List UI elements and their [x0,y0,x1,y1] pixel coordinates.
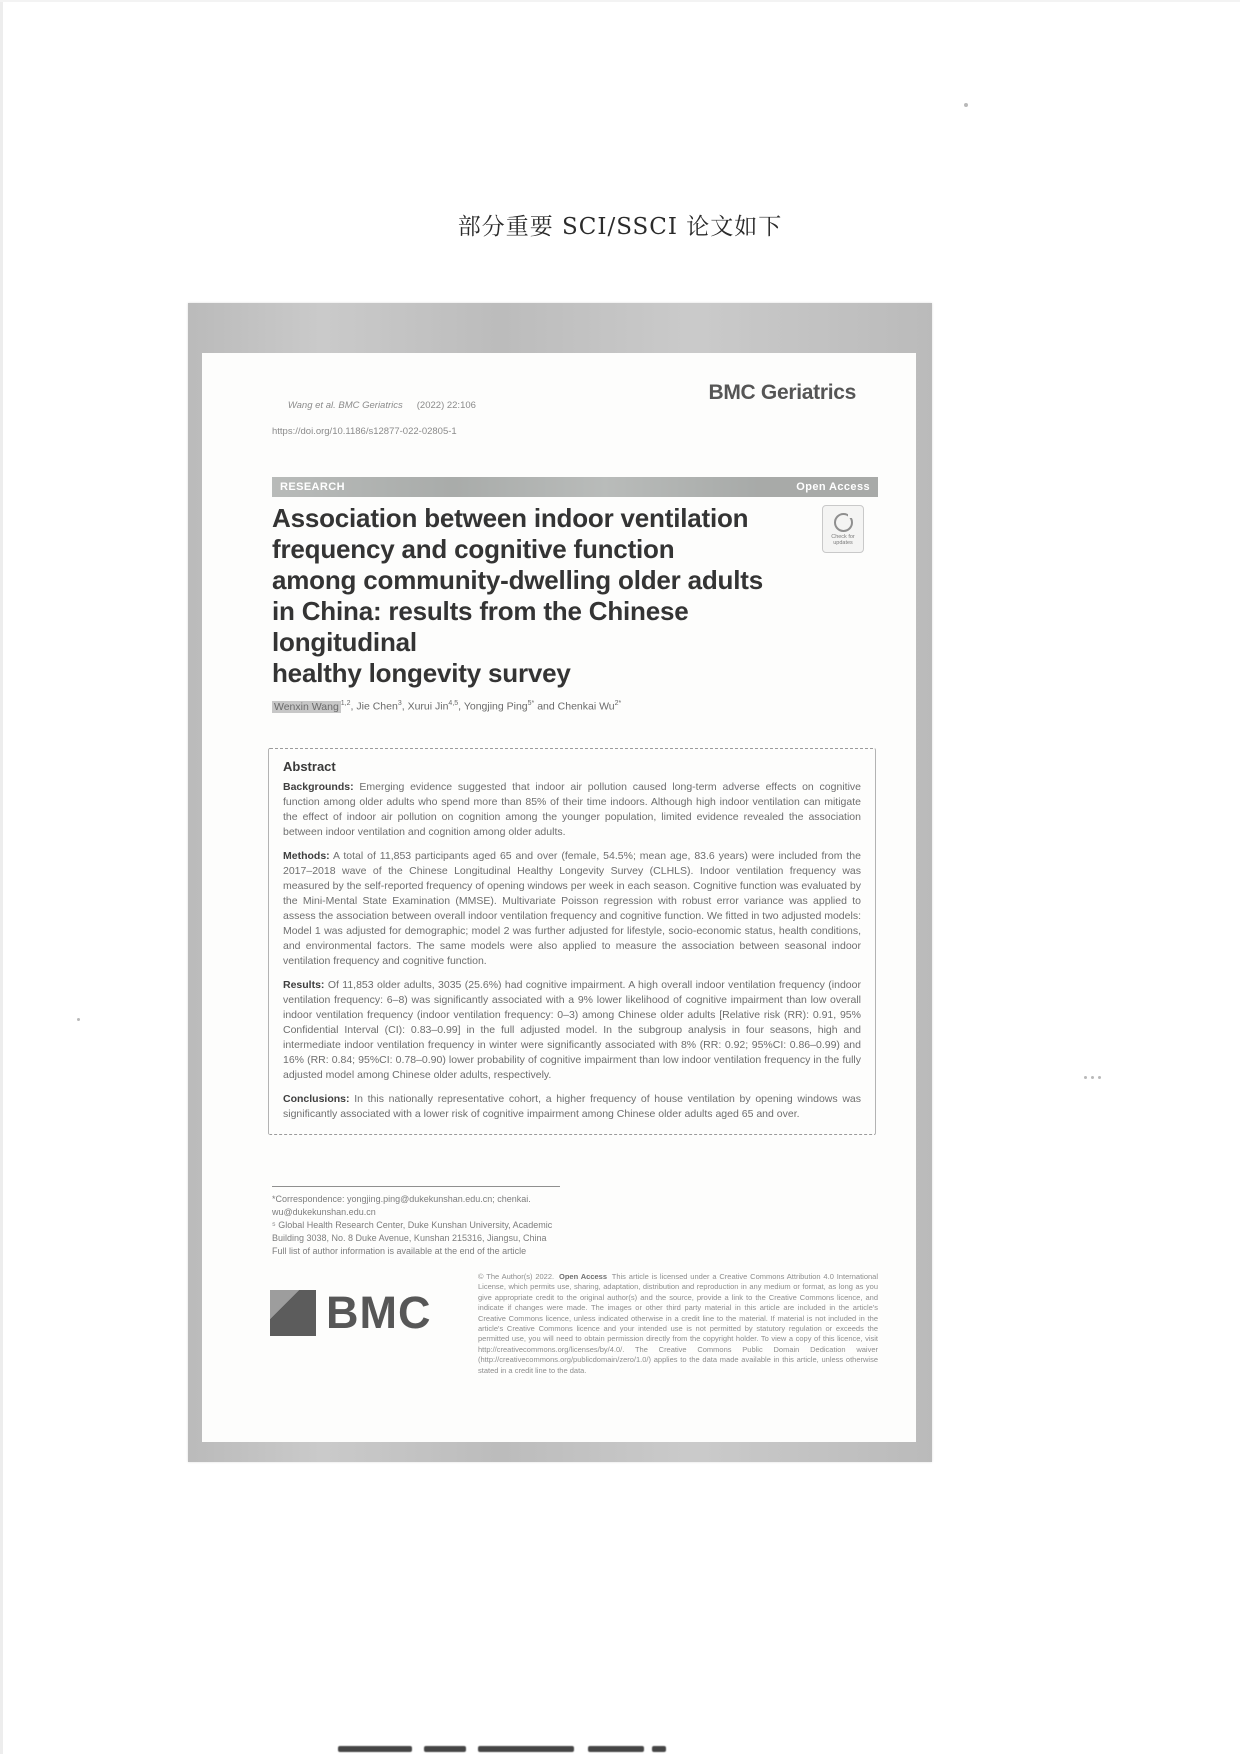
next-page-edge-artifact [0,1744,1240,1754]
author-affiliation-sup: 3 [397,700,402,707]
abstract-sections [283,780,861,1122]
author-name: Wenxin Wang [274,700,339,713]
footnote-line: Full list of author information is available at the end of the article [272,1246,527,1256]
document-heading: 部分重要 SCI/SSCI 论文如下 [457,214,783,240]
author-affiliation-sup: 5* [527,700,535,707]
author-name: Jie Chen [356,700,398,713]
author-affiliation-sup: 1,2 [340,700,351,707]
article-type-banner [272,477,878,497]
paper-title [272,503,832,689]
footnote-line: ⁵ Global Health Research Center, Duke Kunshan University, Academic [272,1220,553,1230]
abstract-section: Conclusions: In this nationally representative cohort, a higher frequency of house ventilation by opening windows was significantly associated with a lower risk of cognitive impairment among Chinese older adults aged 65 and over. [283,1093,861,1120]
journal-name: BMC Geriatrics [708,381,856,404]
license-copyright: © The Author(s) 2022. [478,1272,555,1281]
bmc-logo-mark-icon [270,1290,316,1336]
paper-title-line: frequency and cognitive function [272,534,675,564]
license-body: This article is licensed under a Creative Commons Attribution 4.0 International License, which permits use, sharing, adaptation, distribution and reproduction in any medium or format, as long as you give appropriate credit to the original author(s) and the source, provide a link to the Creative Commons licence, and indicate if changes were made. The images or other third party material in this article are included in the article's Creative Commons licence, unless indicated otherwise in a credit line to the material. If material is not included in the article's Creative Commons licence and your intended use is not permitted by statutory regulation or exceeds the permitted use, you will need to obtain permission directly from the copyright holder. To view a copy of this licence, visit http://creativecommons.org/licenses/by/4.0/. The Creative Commons Public Domain Dedication waiver (http://creativecommons.org/publicdomain/zero/1.0/) applies to the data made available in this article, unless otherwise stated in a credit line to the data. [478,1272,879,1375]
doi-text: https://doi.org/10.1186/s12877-022-02805-1 [272,426,457,437]
scan-speck [1084,1076,1087,1079]
abstract-section: Results: Of 11,853 older adults, 3035 (25.6%) had cognitive impairment. A high overall indoor ventilation frequency (indoor ventilation frequency: 6–8) was significantly associated with a 9% lower likelihood of cognitive impairment than low overall indoor ventilation frequency (indoor ventilation frequency: 0–3) among Chinese older adults [Relative risk (RR): 0.91, 95% Confidential Interval (CI): 0.83–0.99] in the full adjusted model. In the subgroup analysis in four seasons, high and intermediate indoor ventilation frequency in winter were significantly associated with 8% (RR: 0.92; 95%CI: 0.86–0.99) and 16% (RR: 0.84; 95%CI: 0.78–0.90) lower probability of cognitive impairment than low indoor ventilation frequency in the fully adjusted model among Chinese older adults, respectively. [283,979,861,1081]
paper-title-line: healthy longevity survey [272,658,571,688]
abstract-heading: Abstract [283,759,336,774]
abstract-box [268,748,876,1135]
scan-speck [1098,1076,1101,1079]
paper-title-line: among community-dwelling older adults [272,565,763,595]
paper-first-page [202,353,916,1442]
author-line: Wenxin Wang $^{1,2}$, Jie Chen$^3$, Xurui Jin$^{4,5}$, Yongjing Ping$^{5*}$ and Chenkai $Wu^{2*}$ [274,700,622,713]
article-type-label: RESEARCH [280,481,345,493]
footnote-line: *Correspondence: yongjing.ping@dukekunshan.edu.cn; chenkai. [272,1194,531,1204]
scanner-edge-left [0,0,3,1754]
paper-title-line: in China: results from the Chinese longitudinal [272,596,689,657]
license-text [478,1272,878,1376]
bmc-logo-text: BMC [326,1287,432,1338]
scanned-paper-image [188,303,932,1462]
paper-title-line: Association between indoor ventilation [272,503,749,533]
author-affiliation-sup: 4,5 [448,700,459,707]
abstract-section: Methods: A total of 11,853 participants aged 65 and over (female, 54.5%; mean age, 83.6 years) were included from the 2017–2018 wave of the Chinese Longitudinal Healthy Longevity Survey (CLHLS). Indoor ventilation frequency was measured by the self-reported frequency of opening windows per week in each season. Cognitive function was evaluated by the Mini-Mental State Examination (MMSE). Multivariate Poisson regression with robust error variance was applied to assess the association between overall indoor ventilation frequency and cognitive function. We fitted in two adjusted models: Model 1 was adjusted for demographic; model 2 was further adjusted for lifestyle, socio-economic status, health conditions, and environmental factors. The same models were also applied to measure the association between seasonal indoor ventilation frequency and cognitive function. [283,850,861,967]
footnote-line: Building 3038, No. 8 Duke Avenue, Kunshan 215316, Jiangsu, China [272,1233,547,1243]
scan-speck [964,103,968,107]
footnote-divider [272,1186,560,1187]
abstract-section: Backgrounds: Emerging evidence suggested that indoor air pollution caused long-term adverse effects on cognitive function among older adults who spend more than 85% of their time indoors. Although high indoor ventilation can mitigate the effect of indoor air pollution on cognition among the younger population, limited evidence revealed the association between indoor ventilation and cognition among older adults. [283,781,861,838]
footnote-block [272,1193,572,1258]
author-affiliation-sup: 2* [614,700,622,707]
citation-text: Wang et al. BMC Geriatrics [287,400,403,411]
update-arrow-icon [834,513,853,532]
author-name: Xurui Jin [407,700,449,713]
scanner-edge-top [0,0,1240,2]
license-open-access-label: Open Access [558,1272,608,1281]
open-access-label: Open Access [796,481,870,493]
scan-speck [77,1018,80,1021]
author-name: Yongjing Ping [463,700,528,713]
author-name: Chenkai Wu [557,700,615,713]
citation-volume: (2022) 22:106 [416,400,476,411]
scan-speck [1091,1076,1094,1079]
bmc-logo [270,1287,432,1338]
check-for-updates-label: Check for updates [831,533,855,546]
citation-block [272,386,476,464]
footnote-line: wu@dukekunshan.edu.cn [272,1207,376,1217]
